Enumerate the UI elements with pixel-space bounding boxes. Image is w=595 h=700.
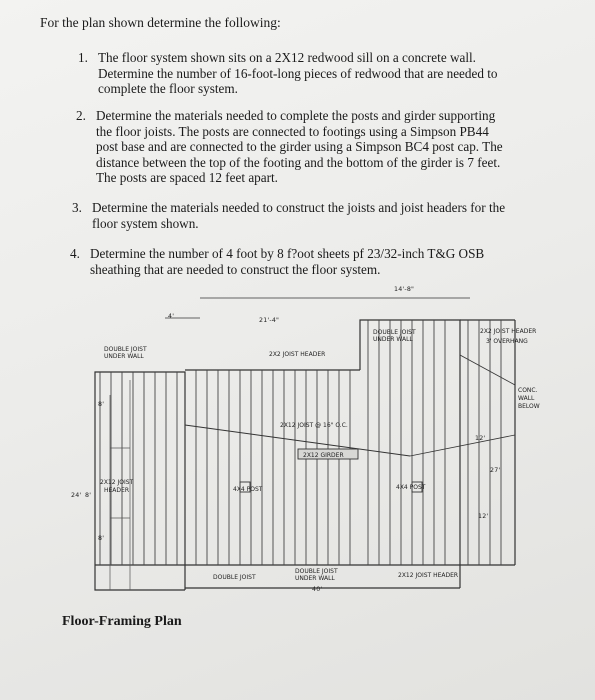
question-line: the floor joists. The posts are connected to footings using a Simpson PB44 — [96, 123, 489, 139]
annotation-label: CONC. — [518, 387, 538, 394]
question-line: The posts are spaced 12 feet apart. — [96, 170, 278, 185]
annotation-label: 2X12 JOIST @ 16" O.C. — [280, 422, 348, 429]
dim-label: 8' — [98, 401, 105, 408]
dim-label: 8' — [85, 492, 92, 499]
dim-label: 8' — [98, 535, 105, 542]
question-line: distance between the top of the footing and the bottom of the girder is 7 feet. — [96, 154, 501, 170]
dim-label: 12' — [475, 435, 486, 442]
annotation-label: DOUBLE JOIST — [373, 329, 416, 336]
annotation-label: DOUBLE JOIST — [295, 568, 338, 575]
dim-label: 12' — [478, 513, 489, 520]
annotation-label: WALL — [518, 395, 535, 402]
question-line: The floor system shown sits on a 2X12 redwood sill on a concrete wall. — [98, 50, 476, 65]
annotation-label: DOUBLE JOIST — [104, 346, 147, 353]
question-line: Determine the materials needed to complete the posts and girder supporting — [96, 108, 496, 123]
annotation-label: UNDER WALL — [104, 353, 144, 360]
annotation-label: UNDER WALL — [295, 575, 335, 582]
annotation-label: 2X12 JOIST HEADER — [398, 572, 459, 579]
dim-label: 21'-4" — [259, 317, 280, 324]
question-line: floor system shown. — [92, 215, 199, 231]
dim-label: 40' — [312, 586, 323, 593]
annotation-label: 3' OVERHANG — [486, 338, 528, 345]
annotation-label: 2X12 JOIST — [100, 479, 134, 486]
question-line: post base and are connected to the girder using a Simpson BC4 post cap. The — [96, 139, 503, 154]
question-line: Determine the number of 16-foot-long pieces of redwood that are needed to — [98, 65, 498, 81]
annotation-label: BELOW — [518, 403, 540, 410]
annotation-label: 4X4 POST — [233, 486, 263, 493]
question-number: 4. — [70, 246, 80, 261]
dim-label: 27' — [490, 467, 501, 474]
question-number: 2. — [76, 108, 86, 123]
dim-label: 4' — [168, 313, 175, 320]
dim-label: 14'-8" — [394, 286, 415, 293]
diagonal-line — [185, 425, 410, 456]
question-line: Determine the number of 4 foot by 8 f?oot sheets pf 23/32-inch T&G OSB — [90, 246, 485, 261]
annotation-label: HEADER — [104, 487, 129, 494]
question-number: 1. — [78, 50, 88, 65]
dim-label: 24' — [71, 492, 82, 499]
annotation-label: 2X2 JOIST HEADER — [480, 328, 537, 335]
question-number: 3. — [72, 200, 82, 215]
diagonal-line — [410, 435, 515, 456]
annotation-label: UNDER WALL — [373, 336, 413, 343]
plan-title: Floor-Framing Plan — [62, 614, 182, 629]
intro-text: For the plan shown determine the following: — [40, 15, 281, 30]
question-line: sheathing that are needed to construct the floor system. — [90, 261, 381, 277]
annotation-label: 2X12 GIRDER — [303, 452, 344, 459]
question-line: complete the floor system. — [98, 81, 238, 96]
question-line: Determine the materials needed to construct the joists and joist headers for the — [92, 200, 506, 215]
annotation-label: 2X2 JOIST HEADER — [269, 351, 326, 358]
annotation-label: DOUBLE JOIST — [213, 574, 256, 581]
annotation-label: 4X4 POST — [396, 484, 426, 491]
